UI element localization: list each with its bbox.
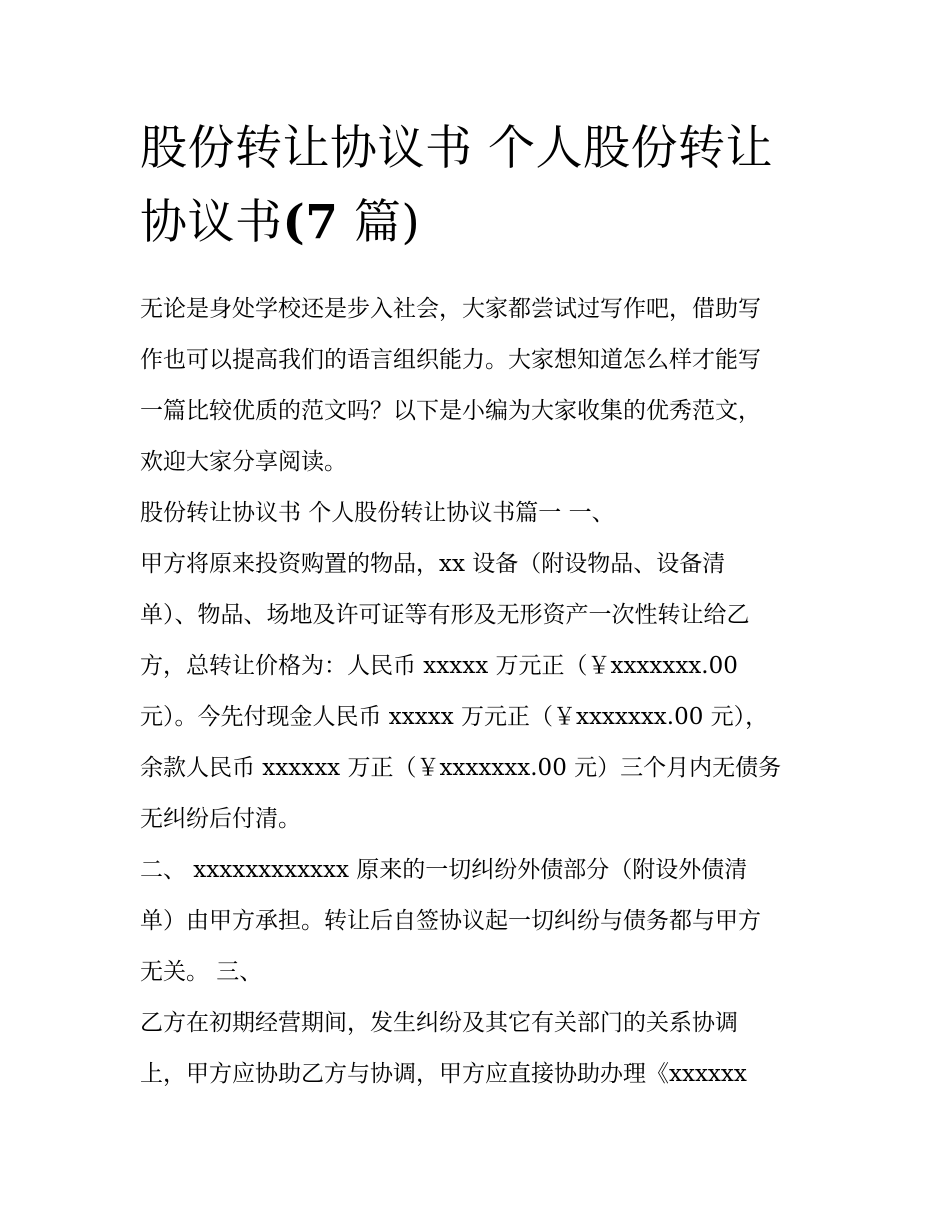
- title-line-2-suffix: 篇): [338, 195, 421, 250]
- body-line: 股份转让协议书 个人股份转让协议书篇一 一、: [140, 500, 615, 526]
- body-line: 乙方在初期经营期间，发生纠纷及其它有关部门的关系协调: [140, 1010, 738, 1036]
- body-line: 一篇比较优质的范文吗？以下是小编为大家收集的优秀范文，: [140, 398, 761, 424]
- title-line-2-prefix: 协议书: [140, 195, 283, 250]
- body-line: 二、 xxxxxxxxxxxx 原来的一切纠纷外债部分（附设外债清: [140, 857, 748, 883]
- document-body: [140, 284, 820, 1100]
- body-line: 余款人民币 xxxxxx 万正（￥xxxxxxx.00 元）三个月内无债务: [140, 755, 782, 781]
- title-line-1: 股份转让协议书 个人股份转让: [140, 121, 773, 176]
- body-line: 方，总转让价格为：人民币 xxxxx 万元正（￥xxxxxxx.00: [140, 653, 738, 679]
- body-line: 上，甲方应协助乙方与协调，甲方应直接协助办理《xxxxxx: [140, 1061, 747, 1087]
- body-line: 作也可以提高我们的语言组织能力。大家想知道怎么样才能写: [140, 347, 761, 373]
- body-line: 元）。今先付现金人民币 xxxxx 万元正（￥xxxxxxx.00 元），: [140, 704, 769, 730]
- title-line-2-number: (7: [282, 195, 339, 250]
- body-line: 无论是身处学校还是步入社会，大家都尝试过写作吧，借助写: [140, 296, 761, 322]
- body-line: 甲方将原来投资购置的物品，xx 设备（附设物品、设备清: [140, 551, 726, 577]
- body-line: 单）、物品、场地及许可证等有形及无形资产一次性转让给乙: [140, 602, 750, 628]
- document-title: [140, 112, 820, 260]
- body-line: 无纠纷后付清。: [140, 806, 301, 832]
- body-line: 欢迎大家分享阅读。: [140, 449, 347, 475]
- body-line: 无关。 三、: [140, 959, 263, 985]
- body-line: 单）由甲方承担。转让后自签协议起一切纠纷与债务都与甲方: [140, 908, 761, 934]
